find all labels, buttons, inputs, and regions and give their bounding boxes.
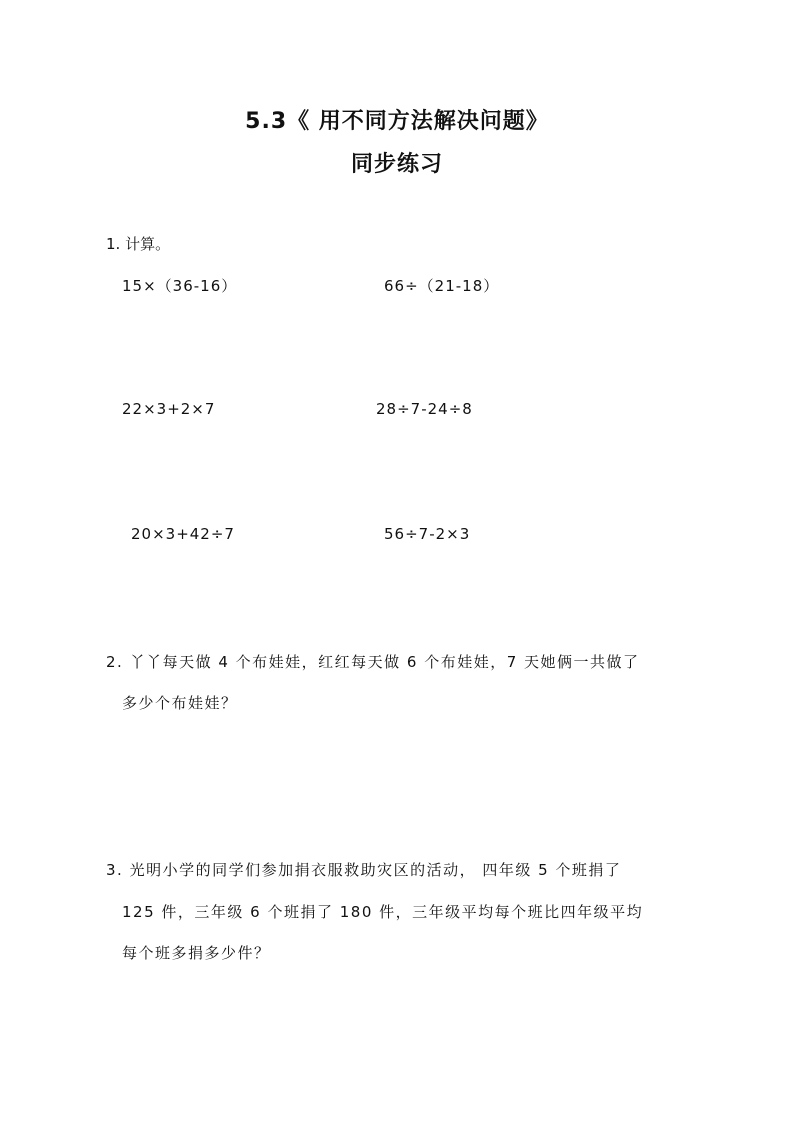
question-3-line-1: 3. 光明小学的同学们参加捐衣服救助灾区的活动， 四年级 5 个班捐了: [106, 861, 622, 879]
question-1-label: 1. 计算。: [106, 235, 171, 253]
question-3-line-3: 每个班多捐多少件？: [122, 944, 271, 962]
expression-6: 56÷7-2×3: [384, 525, 471, 543]
page-subtitle: 同步练习: [350, 152, 443, 177]
question-2-line-1: 2. 丫丫每天做 4 个布娃娃，红红每天做 6 个布娃娃，7 天她俩一共做了: [106, 653, 640, 671]
question-2-line-2: 多少个布娃娃？: [122, 694, 238, 712]
question-3-line-2: 125 件，三年级 6 个班捐了 180 件，三年级平均每个班比四年级平均: [122, 903, 644, 921]
expression-3: 22×3+2×7: [122, 400, 216, 418]
expression-2: 66÷（21-18）: [384, 277, 500, 295]
page-title: 5.3《 用不同方法解决问题》: [245, 109, 549, 134]
expression-1: 15×（36-16）: [122, 277, 238, 295]
expression-5: 20×3+42÷7: [131, 525, 235, 543]
expression-4: 28÷7-24÷8: [376, 400, 473, 418]
